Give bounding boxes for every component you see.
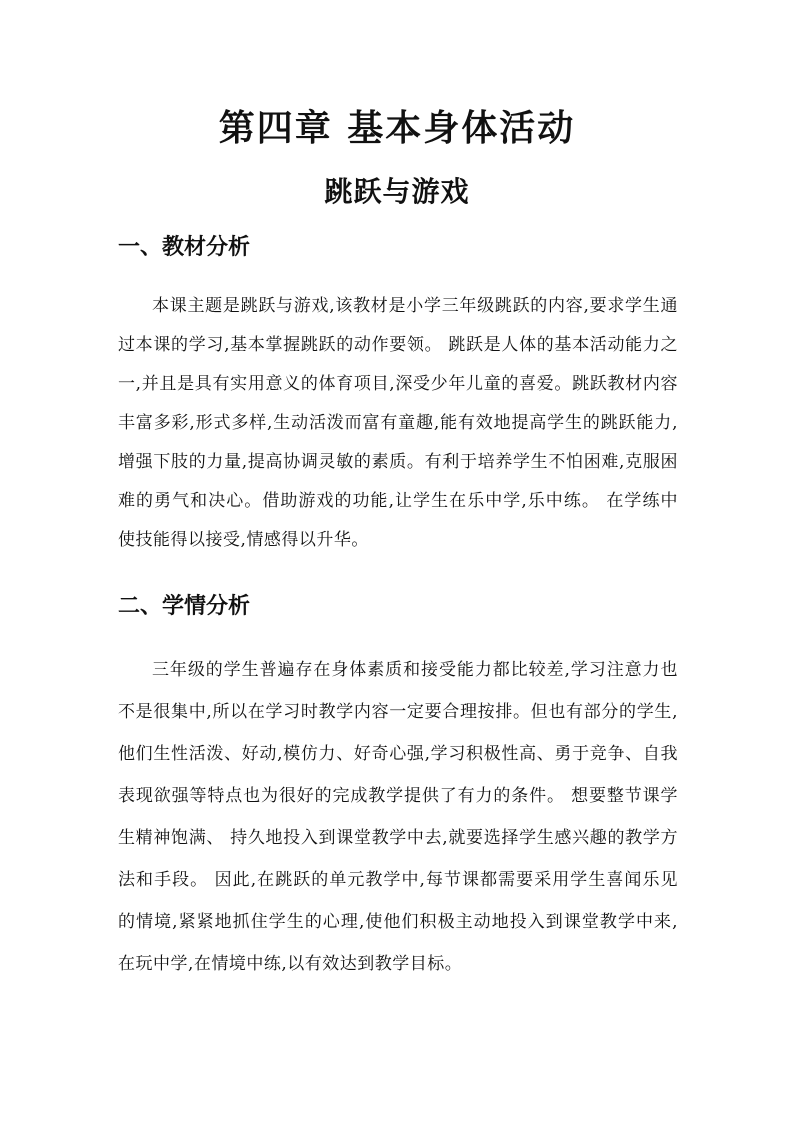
lesson-title: 跳跃与游戏 [324, 175, 470, 208]
section-paragraph-student-analysis: 三年级的学生普遍存在身体素质和接受能力都比较差,学习注意力也不是很集中,所以在学习时教学内容一定要合理按排。但也有部分的学生,他们生性活泼、好动,模仿力、好奇心强,学习积极性高、勇于竞争、自我表现欲强等特点也为很好的完成教学提供了有力的条件。 想要整节课学生精神饱满、 持久地投入到课堂教学中去,就要选择学生感兴趣的教学方法和手段。 因此,在跳跃的单元教学中,每节课都需要采用学生喜闻乐见的情境,紧紧地抓住学生的心理,使他们积极主动地投入到课堂教学中来,在玩中学,在情境中练,以有效达到教学目标。 [118, 660, 678, 974]
section-heading-student-analysis: 二、学情分析 [118, 594, 251, 619]
section-paragraph-material-analysis: 本课主题是跳跃与游戏,该教材是小学三年级跳跃的内容,要求学生通过本课的学习,基本掌握跳跃的动作要领。 跳跃是人体的基本活动能力之一,并且是具有实用意义的体育项目,深受少年儿童的喜爱。跳跃教材内容丰富多彩,形式多样,生动活泼而富有童趣,能有效地提高学生的跳跃能力,增强下肢的力量,提高协调灵敏的素质。有利于培养学生不怕困难,克服困难的勇气和决心。借助游戏的功能,让学生在乐中学,乐中练。 在学练中使技能得以接受,情感得以升华。 [118, 296, 678, 550]
chapter-title: 第四章 基本身体活动 [218, 107, 576, 149]
section-heading-material-analysis: 一、教材分析 [118, 235, 251, 260]
